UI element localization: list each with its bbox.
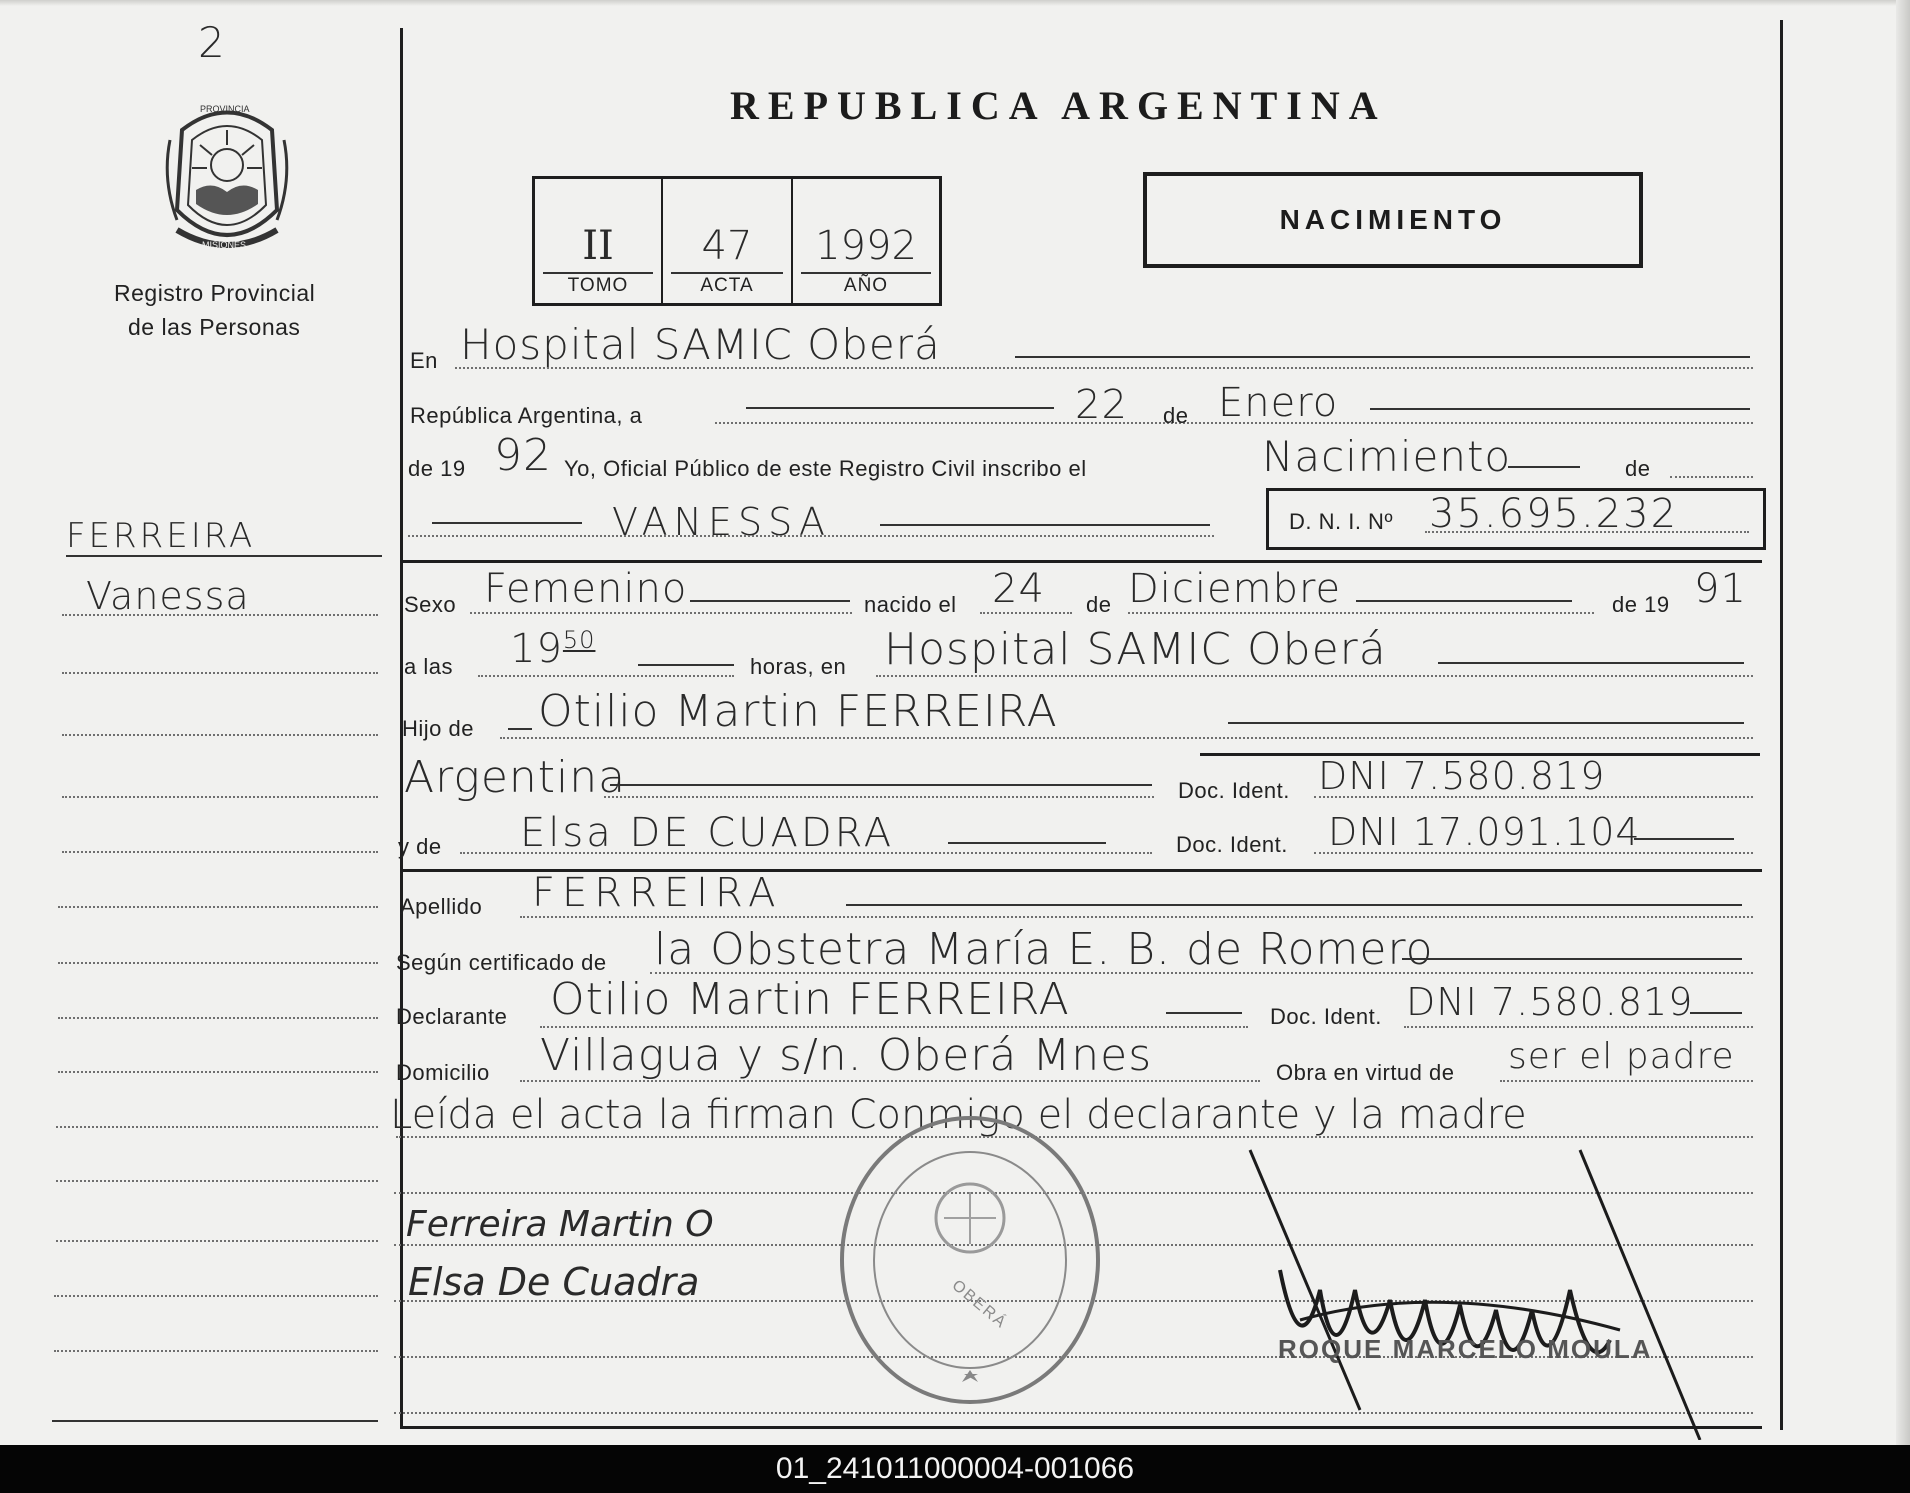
ano-cell xyxy=(793,179,939,303)
row-line xyxy=(1128,612,1594,614)
page-number: 2 xyxy=(198,18,226,67)
emblem-bottom-text: MISIONES xyxy=(202,240,247,250)
sidebar-line xyxy=(56,1180,378,1182)
row-line xyxy=(520,916,1753,918)
fill-dash xyxy=(610,784,1152,786)
de-label-2: de xyxy=(1625,456,1651,481)
day-value: 22 xyxy=(1075,382,1128,428)
doc-ident-label-2: Doc. Ident. xyxy=(1176,832,1288,857)
row-line xyxy=(408,535,1214,537)
fill-dash xyxy=(1438,662,1744,664)
fill-dash xyxy=(1508,466,1580,468)
row-line xyxy=(1670,476,1753,478)
registry-name-line1: Registro Provincial xyxy=(114,280,316,306)
acta-underline xyxy=(671,272,783,274)
father-value: Otilio Martin FERREIRA xyxy=(538,686,1058,737)
dni-label: D. N. I. Nº xyxy=(1289,509,1393,534)
signature-mother: Elsa De Cuadra xyxy=(408,1260,700,1304)
document-title: REPUBLICA ARGENTINA xyxy=(730,83,1387,128)
sidebar-given-name: Vanessa xyxy=(86,574,250,618)
sidebar-line xyxy=(58,1071,378,1073)
fill-dash xyxy=(638,664,734,666)
obra-label: Obra en virtud de xyxy=(1276,1060,1455,1085)
right-frame-rule xyxy=(1780,20,1783,1430)
row-line xyxy=(876,675,1753,677)
place-value: Hospital SAMIC Oberá xyxy=(460,320,941,369)
ano-underline xyxy=(801,272,931,274)
row-line xyxy=(1404,1026,1753,1028)
officer-name: ROQUE MARCELO MOULA xyxy=(1278,1334,1653,1364)
birth-day-value: 24 xyxy=(992,566,1045,612)
row-line xyxy=(1314,796,1753,798)
hijo-label: Hijo de xyxy=(402,716,474,741)
sidebar-line xyxy=(62,796,378,798)
ano-value: 1992 xyxy=(815,223,917,269)
scan-right-edge xyxy=(1896,0,1910,1445)
domicilio-label: Domicilio xyxy=(396,1060,490,1085)
a-las-label: a las xyxy=(404,654,453,679)
declarante-label: Declarante xyxy=(396,1004,508,1029)
month-value: Enero xyxy=(1218,380,1339,426)
hour-number: 19 xyxy=(510,626,563,672)
fill-dash xyxy=(1166,1012,1242,1014)
dni-value: 35.695.232 xyxy=(1429,491,1679,537)
row-line xyxy=(470,612,852,614)
fill-dash xyxy=(1634,838,1734,840)
fill-dash xyxy=(746,407,1054,409)
ano-label: AÑO xyxy=(843,275,889,296)
fill-dash xyxy=(690,600,850,602)
document-type-label: NACIMIENTO xyxy=(1279,204,1507,235)
sidebar-line xyxy=(62,614,378,616)
tomo-underline xyxy=(543,272,653,274)
registry-name-line2: de las Personas xyxy=(128,314,301,340)
sidebar-surname-rule xyxy=(66,555,382,557)
stamp-center-text: OBERÁ xyxy=(948,1276,1011,1333)
acta-value: 47 xyxy=(701,223,753,269)
fill-dash xyxy=(1015,356,1750,358)
yde-label: y de xyxy=(398,834,442,859)
document-type-box xyxy=(1143,172,1643,268)
fill-dash xyxy=(1356,600,1572,602)
closing-statement: Leída el acta la firman Conmigo el declarante y la madre xyxy=(390,1092,1527,1138)
de-label-3: de xyxy=(1086,592,1112,617)
doc-ident-label: Doc. Ident. xyxy=(1178,778,1290,803)
sidebar-line xyxy=(56,1240,378,1242)
birth-year-prefix-label: de 19 xyxy=(1612,592,1670,617)
scan-top-edge xyxy=(0,0,1910,6)
doc-ident-label-3: Doc. Ident. xyxy=(1270,1004,1382,1029)
sidebar-line xyxy=(62,851,378,853)
de-label: de xyxy=(1163,403,1189,428)
emblem-top-text: PROVINCIA xyxy=(200,104,250,114)
birth-year-suffix-value: 91 xyxy=(1694,566,1747,612)
scan-footer-id: 01_241011000004-001066 xyxy=(0,1445,1910,1493)
fill-dash xyxy=(880,524,1210,526)
row-line xyxy=(1500,1080,1753,1082)
row-line xyxy=(460,852,1152,854)
horas-label: horas, en xyxy=(750,654,847,679)
fill-dash xyxy=(846,904,1742,906)
father-nationality-value: Argentina xyxy=(404,752,627,803)
sexo-label: Sexo xyxy=(404,592,457,617)
sidebar-line xyxy=(56,1126,378,1128)
dni-line xyxy=(1425,531,1749,533)
fill-dash xyxy=(1228,722,1744,724)
nacido-label: nacido el xyxy=(864,592,957,617)
row-line xyxy=(540,1026,1248,1028)
tomo-cell xyxy=(535,179,663,303)
sidebar-line xyxy=(58,906,378,908)
year-suffix-value: 92 xyxy=(494,430,552,481)
domicilio-value: Villagua y s/n. Oberá Mnes xyxy=(540,1030,1153,1081)
sidebar-line xyxy=(62,734,378,736)
inscribo-label: Yo, Oficial Público de este Registro Civil inscribo el xyxy=(564,456,1087,481)
segun-label: Según certificado de xyxy=(396,950,607,975)
minutes-number: 50 xyxy=(562,626,596,654)
fill-dash xyxy=(948,842,1106,844)
fill-dash xyxy=(1370,408,1750,410)
row-line xyxy=(455,367,1753,369)
name-value: VANESSA xyxy=(612,500,831,544)
hour-value xyxy=(510,626,595,672)
certificado-value: la Obstetra María E. B. de Romero xyxy=(654,924,1434,975)
row-line xyxy=(520,1080,1260,1082)
declarante-doc-value: DNI 7.580.819 xyxy=(1406,980,1694,1024)
sidebar-line xyxy=(54,1350,378,1352)
acta-label: ACTA xyxy=(700,275,754,296)
birth-place-value: Hospital SAMIC Oberá xyxy=(884,624,1387,675)
year-prefix-label: de 19 xyxy=(408,456,466,481)
fill-dash xyxy=(1690,1012,1742,1014)
mother-value: Elsa DE CUADRA xyxy=(520,810,895,856)
father-doc-value: DNI 7.580.819 xyxy=(1318,754,1606,798)
section-divider xyxy=(400,560,1762,563)
sidebar-line xyxy=(58,1017,378,1019)
officer-signature-icon xyxy=(1240,1140,1710,1440)
obra-value: ser el padre xyxy=(1508,1036,1735,1077)
republica-label: República Argentina, a xyxy=(410,403,643,428)
sidebar-line xyxy=(54,1295,378,1297)
sidebar-line xyxy=(62,672,378,674)
fill-dash xyxy=(1402,958,1742,960)
acta-cell xyxy=(663,179,793,303)
birth-month-value: Diciembre xyxy=(1128,566,1342,612)
row-line xyxy=(604,796,1154,798)
misiones-coat-of-arms-icon xyxy=(162,100,292,260)
sidebar-line xyxy=(58,962,378,964)
tomo-acta-ano-table xyxy=(532,176,942,306)
tomo-value: II xyxy=(582,223,614,269)
signature-father: Ferreira Martin O xyxy=(406,1204,714,1245)
mother-doc-value: DNI 17.091.104 xyxy=(1328,810,1641,854)
apellido-label: Apellido xyxy=(400,894,483,919)
fill-dash xyxy=(432,522,582,524)
apellido-value: FERREIRA xyxy=(532,870,783,916)
tomo-label: TOMO xyxy=(567,275,629,296)
fill-dash xyxy=(508,728,532,730)
sidebar-bottom-rule xyxy=(52,1420,378,1422)
sidebar-surname: FERREIRA xyxy=(66,516,256,556)
sexo-value: Femenino xyxy=(484,566,688,612)
row-line xyxy=(1314,852,1753,854)
dni-box xyxy=(1266,488,1766,550)
act-type-value: Nacimiento xyxy=(1262,432,1512,481)
official-stamp-icon xyxy=(830,1110,1110,1410)
declarante-value: Otilio Martin FERREIRA xyxy=(550,974,1070,1025)
row-line xyxy=(478,675,734,677)
en-label: En xyxy=(410,348,438,373)
row-line xyxy=(980,612,1072,614)
row-line xyxy=(500,737,1753,739)
